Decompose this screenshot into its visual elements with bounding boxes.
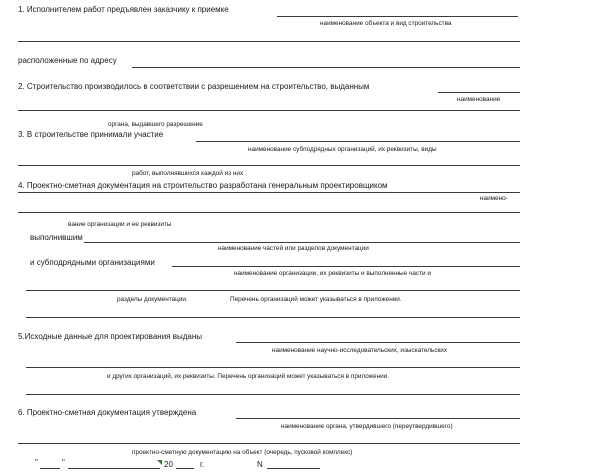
section-4-text: 4. Проектно-сметная документация на строительство разработана генеральным проектировщиком	[18, 181, 388, 190]
date-quote-open: "	[35, 458, 38, 467]
permit-issuer-caption-2: органа, выдавшего разрешение	[108, 121, 203, 128]
date-year-prefix: 20	[164, 460, 173, 469]
doc-sections-label: разделы документации.	[117, 296, 188, 303]
doc-sections-line[interactable]	[84, 242, 520, 243]
performed-label: выполнившим	[30, 233, 83, 242]
document-number-field[interactable]	[267, 468, 320, 469]
date-day-field[interactable]	[40, 468, 60, 469]
approver-line[interactable]	[236, 418, 520, 419]
section-3-text: 3. В строительстве принимали участие	[18, 130, 164, 139]
address-label: расположенные по адресу	[18, 56, 117, 65]
permit-issuer-line-2[interactable]	[18, 110, 520, 111]
subcontractor-orgs-label: и субподрядными организациями	[30, 258, 155, 267]
permit-issuer-line[interactable]	[438, 92, 520, 93]
date-quote-close: "	[62, 458, 65, 467]
approver-caption-2: проектно-сметную документацию на объект (очередь, пусковой комплекс)	[132, 449, 353, 456]
subcontractors-caption-2: работ, выполнявшихся каждой из них	[132, 170, 244, 177]
subcontractors-line-2[interactable]	[18, 165, 520, 166]
object-name-line-2[interactable]	[18, 41, 520, 42]
date-year-field[interactable]	[176, 468, 194, 469]
subcontractor-orgs-line-2[interactable]	[26, 290, 520, 291]
section-1-text: 1. Исполнителем работ предъявлен заказчику к приемке	[18, 5, 229, 14]
general-designer-line-2[interactable]	[18, 212, 520, 213]
section-5-text: 5.Исходные данные для проектирования выданы	[18, 332, 203, 341]
section-6-text: 6. Проектно-сметная документация утверждена	[18, 408, 197, 417]
source-data-caption-2: и других организаций, их реквизиты. Перечень организаций может указываться в приложении.	[107, 373, 390, 380]
subcontractor-orgs-line[interactable]	[172, 266, 520, 267]
general-designer-caption-2: вание организации и ее реквизиты	[68, 221, 172, 228]
approver-caption: наименование органа, утвердившего (переутвердившего)	[281, 423, 453, 430]
number-sign: N	[257, 460, 263, 469]
doc-sections-caption: наименование частей или разделов документации	[218, 245, 369, 252]
subcontractor-orgs-caption: наименование организации, их реквизиты и выполненные части и	[234, 270, 431, 277]
appendix-note: Перечень организаций может указываться в приложении.	[230, 296, 402, 303]
object-name-caption: наименование объекта и вид строительства	[320, 20, 452, 27]
approver-line-2[interactable]	[18, 443, 520, 444]
source-data-line-2[interactable]	[26, 367, 520, 368]
general-designer-line[interactable]	[18, 192, 520, 193]
field-marker-icon	[157, 460, 162, 465]
date-year-suffix: г.	[200, 460, 205, 469]
general-designer-caption: наимено-	[480, 195, 508, 202]
subcontractors-caption: наименование субподрядных организаций, их реквизиты, виды	[248, 146, 437, 153]
permit-issuer-caption: наименование	[457, 96, 501, 103]
section-5-end-line[interactable]	[26, 394, 520, 395]
source-data-caption: наименование научно-исследовательских, изыскательских	[272, 347, 448, 354]
source-data-line[interactable]	[236, 342, 520, 343]
subcontractors-line[interactable]	[196, 141, 520, 142]
date-month-field[interactable]	[68, 468, 160, 469]
section-2-text: 2. Строительство производилось в соответствии с разрешением на строительство, выданным	[18, 82, 370, 91]
address-line[interactable]	[132, 67, 520, 68]
section-4-end-line[interactable]	[26, 317, 520, 318]
object-name-line[interactable]	[277, 16, 518, 17]
